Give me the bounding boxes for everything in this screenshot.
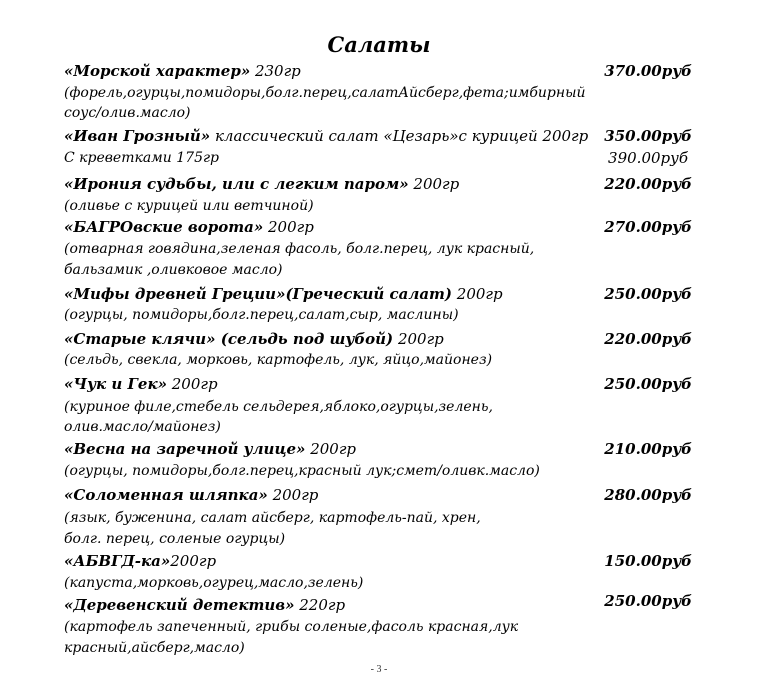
- menu-item-description: (отварная говядина,зеленая фасоль, болг.перец, лук красный,: [64, 241, 535, 257]
- menu-item-description: (капуста,морковь,огурец,масло,зелень): [64, 575, 364, 591]
- menu-item-name: «Соломенная шляпка» 200гр: [64, 486, 319, 504]
- menu-item-description: красный,айсберг,масло): [64, 640, 245, 656]
- menu-item-price: 220.00руб: [604, 330, 692, 348]
- menu-item-price: 370.00руб: [604, 62, 692, 80]
- menu-item-name: «Весна на заречной улице» 200гр: [64, 440, 357, 458]
- menu-item-name: «Иван Грозный» классический салат «Цезарь»с курицей 200гр: [64, 127, 589, 145]
- menu-item-price: 250.00руб: [604, 285, 692, 303]
- menu-item-price: 220.00руб: [604, 175, 692, 193]
- menu-item-name: «БАГРОвские ворота» 200гр: [64, 218, 314, 236]
- menu-item-name: «Чук и Гек» 200гр: [64, 375, 218, 393]
- menu-item-name: «Морской характер» 230гр: [64, 62, 301, 80]
- menu-item-description: (язык, буженина, салат айсберг, картофель-пай, хрен,: [64, 510, 481, 526]
- menu-item-description: (огурцы, помидоры,болг.перец,красный лук;смет/оливк.масло): [64, 463, 540, 479]
- menu-item-price: 270.00руб: [604, 218, 692, 236]
- menu-item-name: «АБВГД-ка»200гр: [64, 552, 217, 570]
- menu-item-name: «Деревенский детектив» 220гр: [64, 596, 346, 614]
- page-number: - 3 -: [370, 664, 388, 675]
- menu-item-price: 250.00руб: [604, 375, 692, 393]
- menu-item-name: «Мифы древней Греции»(Греческий салат) 200гр: [64, 285, 503, 303]
- menu-item-description: (форель,огурцы,помидоры,болг.перец,салатАйсберг,фета;имбирный: [64, 85, 586, 101]
- menu-item-variant-price: 390.00руб: [608, 149, 688, 167]
- menu-item-price: 210.00руб: [604, 440, 692, 458]
- menu-item-description: соус/олив.масло): [64, 105, 191, 121]
- menu-item-price: 350.00руб: [604, 127, 692, 145]
- menu-item-description: (оливье с курицей или ветчиной): [64, 198, 314, 214]
- menu-item-price: 250.00руб: [604, 592, 692, 610]
- menu-item-variant: С креветками 175гр: [64, 150, 220, 166]
- menu-item-description: болг. перец, соленые огурцы): [64, 531, 286, 547]
- menu-item-name: «Ирония судьбы, или с легким паром» 200гр: [64, 175, 460, 193]
- menu-item-description: бальзамик ,оливковое масло): [64, 262, 283, 278]
- menu-item-price: 150.00руб: [604, 552, 692, 570]
- menu-item-description: (картофель запеченный, грибы соленые,фасоль красная,лук: [64, 619, 519, 635]
- menu-item-price: 280.00руб: [604, 486, 692, 504]
- menu-item-description: (сельдь, свекла, морковь, картофель, лук, яйцо,майонез): [64, 352, 493, 368]
- page-title: Салаты: [327, 32, 431, 57]
- menu-item-description: (куриное филе,стебель сельдерея,яблоко,огурцы,зелень,: [64, 399, 493, 415]
- menu-item-description: (огурцы, помидоры,болг.перец,салат,сыр, маслины): [64, 307, 459, 323]
- menu-item-description: олив.масло/майонез): [64, 419, 221, 435]
- menu-item-name: «Старые клячи» (сельдь под шубой) 200гр: [64, 330, 444, 348]
